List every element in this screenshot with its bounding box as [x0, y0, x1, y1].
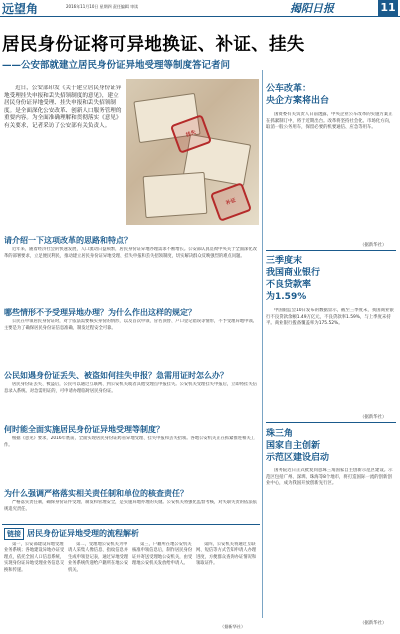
question-heading: 请介绍一下这项改革的思路和特点？	[4, 236, 132, 245]
sidebar-story-title: 珠三角 国家自主创新 示范区建设启动	[266, 429, 330, 463]
question-heading: 公民如遇身份证丢失、被盗如何挂失申报？急需用证时怎么办？	[4, 371, 228, 380]
sidebar-story-source: （据新华社）	[360, 415, 387, 420]
answer-text: 居民身份证丢失、被盗后，公民可以通过互联网、到公安机关或者其他受理点申报挂失。公安机关受理挂失申报后，立即将挂失信息录入系统。对急需用证的，可申请办理临时居民身份证。	[4, 382, 257, 394]
page-number: 11	[378, 0, 398, 16]
column-divider	[262, 70, 263, 618]
sidebar-story-text: 国务院近日正式批复同意珠三角国家自主创新示范区建设。示范区包括广州、深圳、珠海等8个地市，将打造国际一流的创新创业中心，成为我国开放创新先行区。	[266, 468, 393, 486]
sidebar-divider	[266, 422, 396, 423]
link-box-heading: 居民身份证异地受理的流程解析	[27, 529, 139, 538]
article-subheadline: ——公安部就建立居民身份证异地受理等制度答记者问	[2, 60, 231, 71]
sidebar-story-text: 国资委有关负责人日前透露，中央企业公车改革的实施方案正在抓紧制订中，将于近期出台。改革将坚持社会化、市场化方向，取消一般公务用车，保留必要的机要通信、应急等用车。	[266, 112, 394, 130]
page-header-bar	[0, 0, 400, 17]
red-stamp-icon: 挂失	[170, 114, 212, 154]
id-card-photo	[126, 79, 259, 225]
article-headline: 居民身份证将可异地换证、补证、挂失	[2, 35, 305, 55]
answer-text: 公民在申领居民身份证时，对于依法需要核实身份的情形，以及首次申领、冒名顶替、户口登记错误等情形，不予受理异地申领。主要是为了确保居民身份证信息准确、制发过程安全可靠。	[4, 319, 257, 331]
link-box-column: 第一，公安部建设异地受理业务系统；各地建设异地办证受理点，依托全国人口信息系统，实现身份证异地受理业务信息交换和传递。	[4, 542, 65, 573]
answer-text: 根据《意见》要求，2016年底前，全面实现居民身份证跨省异地受理、挂失申报和丢失招领。各地公安机关正在抓紧推进相关工作。	[4, 436, 255, 448]
sidebar-divider	[266, 250, 396, 251]
question-heading: 哪些情形不予受理异地办理？为什么作出这样的规定？	[4, 308, 196, 317]
question-heading: 为什么强调严格落实相关责任制和单位的核查责任？	[4, 489, 188, 498]
sidebar-story-source: （据新华社）	[360, 243, 387, 248]
link-box-rule	[2, 524, 260, 525]
link-box-column: 第三，户籍所在地公安机关核准申领信息后，制作居民身份证并寄送受理地公安机关，由受理地公安机关发放给申请人。	[132, 542, 193, 567]
answer-text: 严格落实责任制，确保身份证件受理、制发和管理安全，是实施异地办理的关键。公安机关将强化监督考核，对失职失责的依法依规追究责任。	[4, 500, 257, 512]
link-box-title	[4, 528, 139, 540]
sidebar-story-source: （据新华社）	[360, 621, 387, 626]
question-heading: 何时能全面实施居民身份证异地受理等制度？	[4, 425, 164, 434]
red-stamp-icon: 补证	[210, 182, 252, 222]
link-tag: 链接	[4, 528, 24, 540]
article-lead: 近日，公安部印发《关于建立居民身份证异地受理挂失申报和丢失招领制度的意见》，建立居民身份证异地受理、挂失申报和丢失招领制度。是全面深化公安改革、创新人口服务管理的重要内容。为全面准确理解和贯彻落实《意见》有关要求，记者采访了公安部有关负责人。	[4, 85, 122, 129]
sidebar-story-title: 三季度末 我国商业银行 不良贷款率 为1.59%	[266, 256, 321, 302]
newspaper-masthead: 揭阳日报	[290, 2, 334, 15]
dateline: 2016年11月10日 星期四 责任编辑 审读	[66, 4, 139, 9]
id-card-image	[143, 172, 208, 218]
link-box-column: 第四，公安机关将通过互联网、短信等方式告知申请人办理进度，方便群众查询办证情况和领取证件。	[196, 542, 257, 567]
link-box-source: （据新华社）	[220, 624, 246, 629]
sidebar-story-title: 公车改革： 央企方案将出台	[266, 84, 330, 106]
sidebar-story-text: 中国银监会10日发布的数据显示，截至三季度末，我国商业银行不良贷款余额1.49万亿元，不良贷款率1.59%，与上季度末持平。商业银行拨备覆盖率为175.52%。	[266, 308, 394, 326]
column-name: 远望角	[2, 2, 39, 16]
answer-text: 近年来，随着经济社会的快速发展，人口流动日益频繁，居民身份证异地办理需求不断增长。公安部认真贯彻中央关于全面深化改革的部署要求，立足便民利民，推动建立居民身份证异地受理、挂失申报和丢失招领制度，切实解决群众反映强烈的难点问题。	[4, 247, 257, 259]
link-box-column: 第二，受理地公安机关为申请人采集人像信息、指纹信息并生成申领登记表，通过异地受理业务系统传递给户籍所在地公安机关。	[68, 542, 129, 573]
